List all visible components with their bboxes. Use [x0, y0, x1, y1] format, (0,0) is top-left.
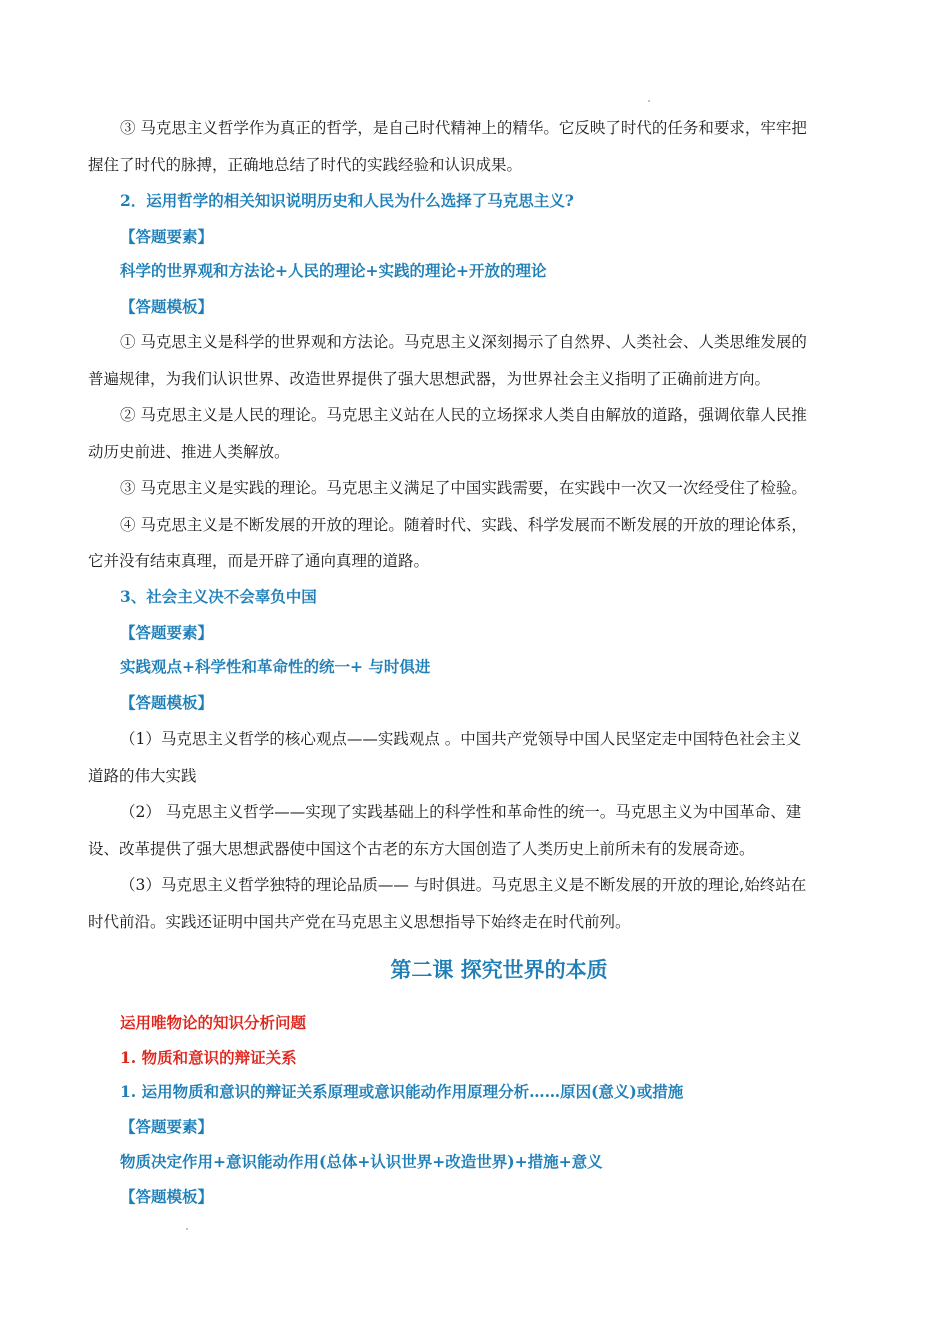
paragraph-line: ③ 马克思主义是实践的理论。马克思主义满足了中国实践需要，在实践中一次又一次经受住了检验。	[120, 479, 807, 497]
paragraph-line: ④ 马克思主义是不断发展的开放的理论。随着时代、实践、科学发展而不断发展的开放的理论体系，	[120, 516, 807, 534]
paragraph-line: 道路的伟大实践	[88, 767, 197, 785]
paragraph-line: 动历史前进、推进人类解放。	[88, 443, 290, 461]
scan-speck	[186, 1228, 188, 1230]
question-heading: 3、社会主义决不会辜负中国	[120, 587, 317, 606]
answer-elements-label: 【答题要素】	[120, 227, 214, 246]
paragraph-line: （1）马克思主义哲学的核心观点——实践观点 。中国共产党领导中国人民坚定走中国特色社会主义	[120, 730, 802, 748]
answer-template-label: 【答题模板】	[120, 1187, 214, 1206]
lesson-heading: 第二课 探究世界的本质	[390, 957, 608, 982]
paragraph-line: ② 马克思主义是人民的理论。马克思主义站在人民的立场探求人类自由解放的道路，强调依靠人民推	[120, 406, 807, 424]
answer-elements-content: 物质决定作用+意识能动作用(总体+认识世界+改造世界)+措施+意义	[120, 1152, 603, 1171]
paragraph-line: 它并没有结束真理，而是开辟了通向真理的道路。	[88, 552, 430, 570]
paragraph-line: （2） 马克思主义哲学——实现了实践基础上的科学性和革命性的统一。马克思主义为中国革命、建	[120, 803, 802, 821]
paragraph-line: ① 马克思主义是科学的世界观和方法论。马克思主义深刻揭示了自然界、人类社会、人类思维发展的	[120, 333, 807, 351]
answer-elements-label: 【答题要素】	[120, 1117, 214, 1136]
paragraph-line: 设、改革提供了强大思想武器使中国这个古老的东方大国创造了人类历史上前所未有的发展奇迹。	[88, 840, 755, 858]
answer-elements-content: 科学的世界观和方法论+人民的理论+实践的理论+开放的理论	[120, 261, 547, 280]
answer-template-label: 【答题模板】	[120, 297, 214, 316]
paragraph-line: 普遍规律，为我们认识世界、改造世界提供了强大思想武器，为世界社会主义指明了正确前进方向。	[88, 370, 771, 388]
subsection-heading: 1. 物质和意识的辩证关系	[120, 1048, 297, 1067]
paragraph-line: 时代前沿。实践还证明中国共产党在马克思主义思想指导下始终走在时代前列。	[88, 913, 631, 931]
paragraph-line: 握住了时代的脉搏，正确地总结了时代的实践经验和认识成果。	[88, 156, 523, 174]
paragraph-line: （3）马克思主义哲学独特的理论品质—— 与时俱进。马克思主义是不断发展的开放的理论,始终站在	[120, 876, 807, 894]
paragraph-line: ③ 马克思主义哲学作为真正的哲学，是自己时代精神上的精华。它反映了时代的任务和要求，牢牢把	[120, 119, 807, 137]
answer-template-label: 【答题模板】	[120, 693, 214, 712]
section-heading: 运用唯物论的知识分析问题	[120, 1013, 307, 1032]
scan-speck	[648, 100, 650, 102]
question-heading: 1. 运用物质和意识的辩证关系原理或意识能动作用原理分析……原因(意义)或措施	[120, 1082, 684, 1101]
answer-elements-content: 实践观点+科学性和革命性的统一+ 与时俱进	[120, 657, 431, 676]
question-heading: 2．运用哲学的相关知识说明历史和人民为什么选择了马克思主义?	[120, 191, 574, 210]
answer-elements-label: 【答题要素】	[120, 623, 214, 642]
